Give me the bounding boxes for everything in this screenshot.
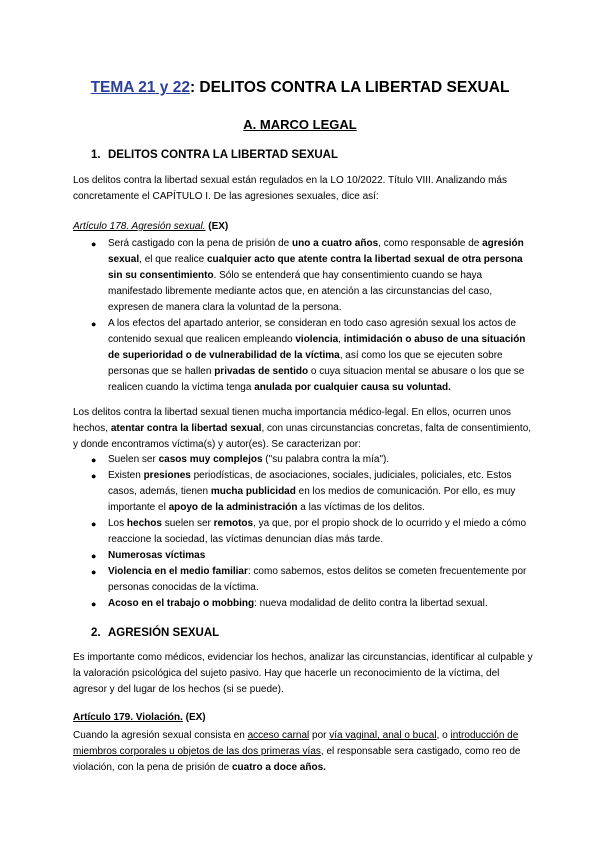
list-item: ● Los hechos suelen ser remotos, ya que, por el propio shock de lo ocurrido y el miedo a cómo reaccione la sociedad, las víctimas denuncian días más tarde. (91, 518, 527, 545)
section-a-heading (0, 117, 600, 132)
bullet-icon: ● (91, 455, 97, 465)
list-item: ● A los efectos del apartado anterior, se consideran en todo caso agresión sexual los actos de contenido sexual que realicen empleando violencia, intimidación o abuso de una situación de superioridad o de vulnerabilidad de la víctima, así como los que se ejecuten sobre personas que se hallen privadas de sentido o cuya situacion mental se abusare o los que se realicen cuando la víctima tenga anulada por cualquier causa su voluntad. (91, 318, 526, 393)
heading-2-text: AGRESIÓN SEXUAL (108, 627, 220, 639)
list-item: ● Numerosas víctimas (91, 548, 533, 564)
article-178-label: Artículo 178. Agresión sexual. (73, 221, 206, 232)
heading-2-number: 2. (91, 627, 101, 639)
list-item: ● Existen presiones periodísticas, de asociaciones, sociales, judiciales, policiales, etc. Estos casos, además, tienen mucha publicidad en los medios de comunicación. Por ello, es muy importante el apoyo de la administración a las víctimas de los delitos. (91, 470, 516, 513)
document-title (0, 79, 600, 97)
list-item: ● Suelen ser casos muy complejos ("su palabra contra la mía"). (91, 452, 533, 468)
heading-2 (91, 627, 220, 639)
heading-1-number: 1. (91, 149, 101, 161)
list-item: ● Violencia en el medio familiar: como sabemos, estos delitos se cometen frecuentemente por personas conocidas de la víctima. (91, 566, 527, 593)
characteristics-list (91, 452, 533, 612)
article-178-list (91, 236, 533, 396)
article-179-heading (73, 712, 206, 723)
article-178-tag: (EX) (205, 221, 229, 232)
bullet-icon: ● (91, 551, 97, 561)
intro-paragraph: Los delitos contra la libertad sexual están regulados en la LO 10/2022. Título VIII. Analizando más concretamente el CAPÍTULO I. De las agresiones sexuales, dice así: (73, 175, 507, 202)
bullet-icon: ● (91, 567, 97, 577)
article-179-tag: (EX) (182, 712, 206, 723)
bullet-icon: ● (91, 239, 97, 249)
paragraph-2: Los delitos contra la libertad sexual tienen mucha importancia médico-legal. En ellos, ocurren unos hechos, atentar contra la libertad sexual, con unas circunstancias concretas, falta de consentimiento, y donde encontramos víctima(s) y autor(es). Se caracterizan por: (73, 407, 532, 450)
bullet-icon: ● (91, 319, 97, 329)
article-178-heading (73, 221, 228, 232)
list-item: ● Acoso en el trabajo o mobbing: nueva modalidad de delito contra la libertad sexual. (91, 596, 533, 612)
article-179-label: Artículo 179. Violación. (73, 712, 183, 723)
list-item: ● Será castigado con la pena de prisión de uno a cuatro años, como responsable de agresión sexual, el que realice cualquier acto que atente contra la libertad sexual de otra persona sin su consentimiento. Sólo se entenderá que hay consentimiento cuando se haya manifestado libremente mediante actos que, en atención a las circunstancias del caso, expresen de manera clara la voluntad de la persona. (91, 238, 524, 313)
heading-1-text: DELITOS CONTRA LA LIBERTAD SEXUAL (108, 149, 338, 161)
section-a-text: A. MARCO LEGAL (243, 117, 357, 132)
paragraph-4: Cuando la agresión sexual consista en acceso carnal por vía vaginal, anal o bucal, o introducción de miembros corporales u objetos de las dos primeras vías, el responsable sera castigado, como reo de violación, con la pena de prisión de cuatro a doce años. (73, 730, 521, 773)
title-text: : DELITOS CONTRA LA LIBERTAD SEXUAL (189, 79, 510, 96)
bullet-icon: ● (91, 599, 97, 609)
bullet-icon: ● (91, 519, 97, 529)
title-link[interactable]: TEMA 21 y 22 (90, 79, 190, 96)
paragraph-3: Es importante como médicos, evidenciar los hechos, analizar las circunstancias, identificar al culpable y la valoración psicológica del sujeto pasivo. Hay que hacerle un reconocimiento de la víctima, del agresor y del lugar de los hechos (si se puede). (73, 652, 533, 695)
bullet-icon: ● (91, 471, 97, 481)
